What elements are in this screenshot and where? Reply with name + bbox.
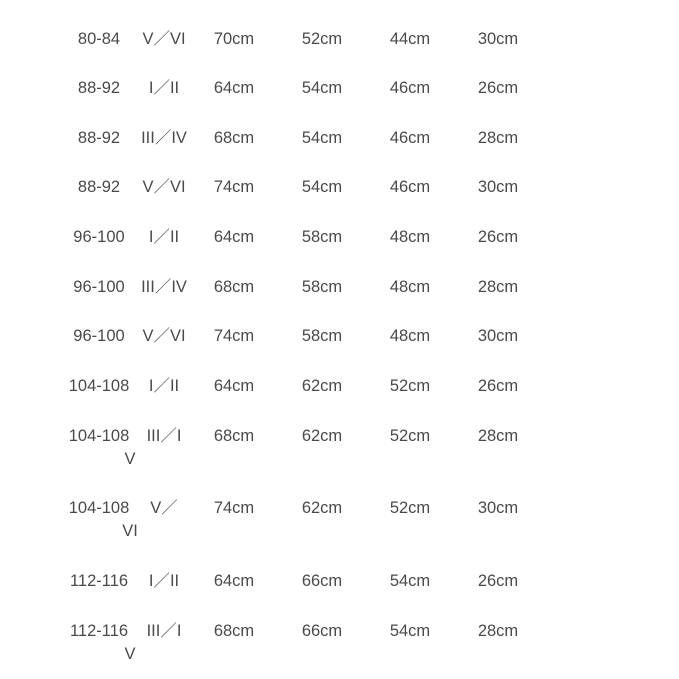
bust-cell: 66cm [301,572,343,590]
length-cell: 68cm [213,278,255,296]
fit-cell-wrap: V [124,450,136,468]
fit-cell-wrap: V [124,645,136,663]
bust-cell: 52cm [301,30,343,48]
sleeve-cell: 28cm [477,278,519,296]
length-cell: 74cm [213,499,255,517]
length-cell: 64cm [213,228,255,246]
shoulder-cell: 44cm [389,30,431,48]
fit-cell: III／IV [141,129,187,147]
bust-cell: 54cm [301,129,343,147]
shoulder-cell: 52cm [389,377,431,395]
size-cell: 104-108 [68,377,130,395]
fit-cell: I／II [148,79,180,97]
fit-cell: V／VI [142,178,186,196]
bust-cell: 58cm [301,278,343,296]
sleeve-cell: 26cm [477,377,519,395]
size-cell: 88-92 [77,79,121,97]
fit-cell: III／I [146,622,182,640]
sleeve-cell: 26cm [477,79,519,97]
bust-cell: 66cm [301,622,343,640]
fit-cell: III／I [146,427,182,445]
table-row [0,570,679,618]
table-row [0,620,679,668]
table-row [0,325,679,373]
bust-cell: 62cm [301,427,343,445]
shoulder-cell: 48cm [389,228,431,246]
bust-cell: 58cm [301,228,343,246]
sleeve-cell: 30cm [477,327,519,345]
fit-cell: V／VI [142,327,186,345]
size-cell: 112-116 [69,572,129,590]
fit-cell: III／IV [141,278,187,296]
size-cell: 104-108 [68,427,130,445]
shoulder-cell: 46cm [389,129,431,147]
shoulder-cell: 52cm [389,499,431,517]
table-row [0,28,679,76]
size-cell: 112-116 [69,622,129,640]
length-cell: 64cm [213,377,255,395]
size-cell: 96-100 [73,228,125,246]
fit-cell: I／II [148,377,180,395]
bust-cell: 62cm [301,499,343,517]
shoulder-cell: 48cm [389,278,431,296]
sleeve-cell: 28cm [477,622,519,640]
length-cell: 64cm [213,79,255,97]
table-row [0,375,679,423]
bust-cell: 54cm [301,79,343,97]
table-row [0,425,679,473]
fit-cell-wrap: VI [122,522,138,540]
table-row [0,497,679,545]
fit-cell: I／II [148,572,180,590]
bust-cell: 58cm [301,327,343,345]
sleeve-cell: 26cm [477,228,519,246]
bust-cell: 62cm [301,377,343,395]
shoulder-cell: 54cm [389,622,431,640]
table-row [0,127,679,175]
sleeve-cell: 28cm [477,427,519,445]
fit-cell: I／II [148,228,180,246]
size-cell: 80-84 [77,30,121,48]
sleeve-cell: 30cm [477,30,519,48]
shoulder-cell: 52cm [389,427,431,445]
shoulder-cell: 54cm [389,572,431,590]
shoulder-cell: 48cm [389,327,431,345]
size-cell: 104-108 [68,499,130,517]
length-cell: 74cm [213,178,255,196]
fit-cell: V／ [150,499,178,517]
size-cell: 96-100 [73,327,125,345]
size-cell: 96-100 [73,278,125,296]
shoulder-cell: 46cm [389,79,431,97]
size-cell: 88-92 [77,129,121,147]
length-cell: 64cm [213,572,255,590]
sleeve-cell: 30cm [477,499,519,517]
fit-cell: V／VI [142,30,186,48]
table-row [0,77,679,125]
bust-cell: 54cm [301,178,343,196]
shoulder-cell: 46cm [389,178,431,196]
length-cell: 68cm [213,129,255,147]
table-row [0,226,679,274]
sleeve-cell: 26cm [477,572,519,590]
table-row [0,176,679,224]
length-cell: 68cm [213,427,255,445]
length-cell: 74cm [213,327,255,345]
length-cell: 68cm [213,622,255,640]
sleeve-cell: 28cm [477,129,519,147]
size-cell: 88-92 [77,178,121,196]
table-row [0,276,679,324]
length-cell: 70cm [213,30,255,48]
sleeve-cell: 30cm [477,178,519,196]
